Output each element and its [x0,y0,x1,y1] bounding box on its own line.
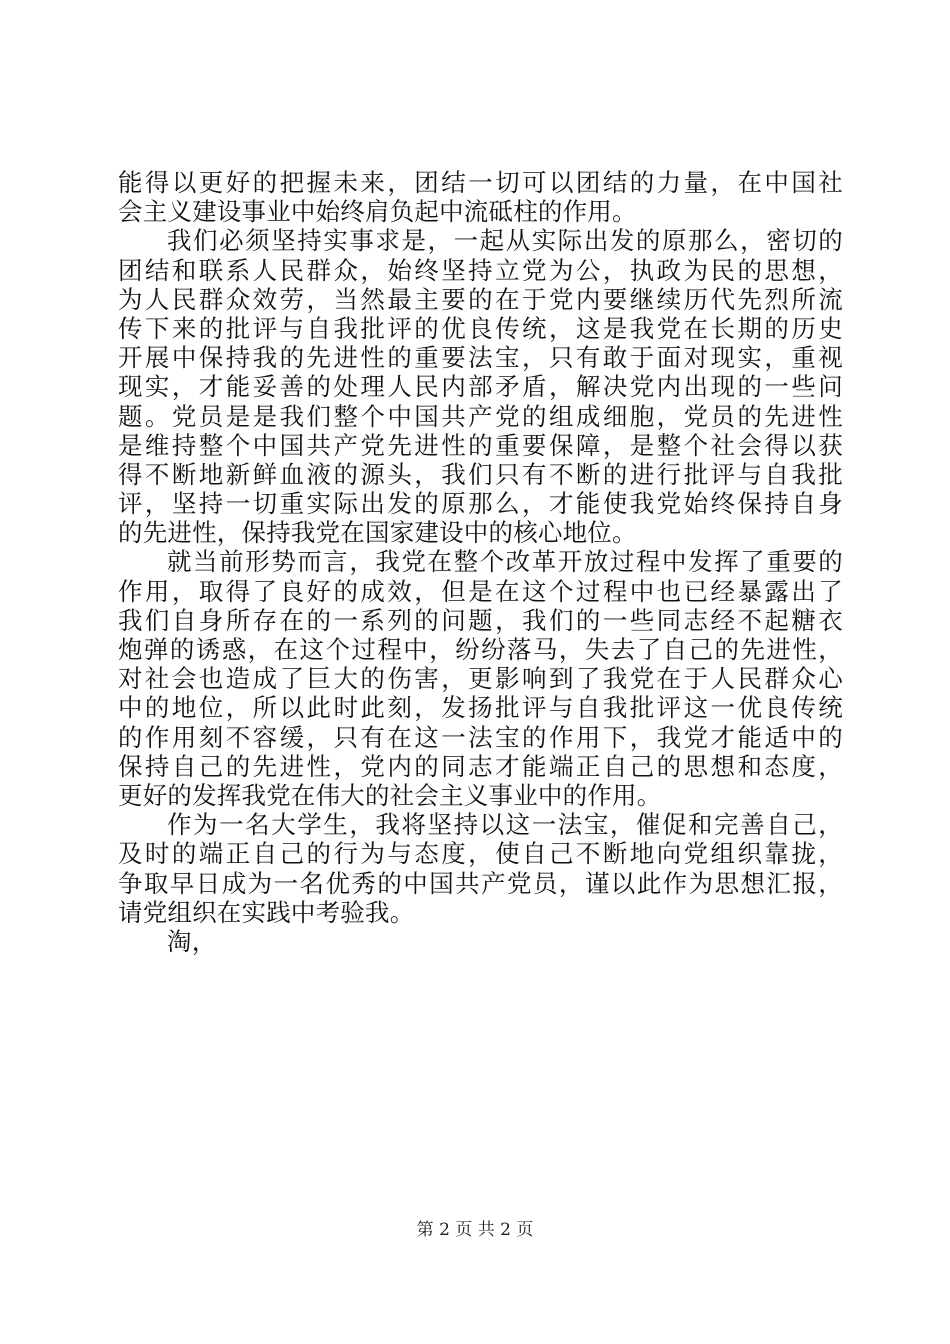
text-line: 对社会也造成了巨大的伤害，更影响到了我党在于人民群众心 [118,664,843,694]
text-line: 及时的端正自己的行为与态度，使自己不断地向党组织靠拢， [118,839,843,869]
text-line: 团结和联系人民群众，始终坚持立党为公，执政为民的思想， [118,255,843,285]
document-body [118,168,843,956]
text-line: 评，坚持一切重实际出发的原那么，才能使我党始终保持自身 [118,489,843,519]
text-line: 会主义建设事业中始终肩负起中流砥柱的作用。 [118,197,637,227]
text-line: 淘， [167,926,217,956]
text-line: 中的地位，所以此时此刻，发扬批评与自我批评这一优良传统 [118,693,843,723]
text-line: 现实，才能妥善的处理人民内部矛盾，解决党内出现的一些问 [118,372,843,402]
text-line: 的作用刻不容缓，只有在这一法宝的作用下，我党才能适中的 [118,722,843,752]
text-line: 能得以更好的把握未来，团结一切可以团结的力量，在中国社 [118,168,843,197]
text-line: 作为一名大学生，我将坚持以这一法宝，催促和完善自己， [167,810,843,840]
text-line: 争取早日成为一名优秀的中国共产党员，谨以此作为思想汇报， [118,868,843,898]
text-line: 是维持整个中国共产党先进性的重要保障，是整个社会得以获 [118,430,843,460]
text-line: 的先进性，保持我党在国家建设中的核心地位。 [118,518,637,548]
text-line: 得不断地新鲜血液的源头，我们只有不断的进行批评与自我批 [118,459,843,489]
text-line: 更好的发挥我党在伟大的社会主义事业中的作用。 [118,780,662,810]
text-line: 请党组织在实践中考验我。 [118,897,415,927]
text-line: 就当前形势而言，我党在整个改革开放过程中发挥了重要的 [167,547,843,577]
text-line: 炮弹的诱惑，在这个过程中，纷纷落马，失去了自己的先进性， [118,635,843,664]
text-line: 保持自己的先进性，党内的同志才能端正自己的思想和态度， [118,751,843,781]
page-number-footer: 第 2 页 共 2 页 [416,1220,534,1240]
text-line: 传下来的批评与自我批评的优良传统，这是我党在长期的历史 [118,313,843,343]
text-line: 我们自身所存在的一系列的问题，我们的一些同志经不起糖衣 [118,605,843,635]
text-line: 作用，取得了良好的成效，但是在这个过程中也已经暴露出了 [118,576,843,606]
text-line: 开展中保持我的先进性的重要法宝，只有敢于面对现实，重视 [118,343,843,373]
text-line: 题。党员是是我们整个中国共产党的组成细胞，党员的先进性 [118,401,843,431]
text-line: 我们必须坚持实事求是，一起从实际出发的原那么，密切的 [167,226,843,256]
text-line: 为人民群众效劳，当然最主要的在于党内要继续历代先烈所流 [118,284,843,314]
